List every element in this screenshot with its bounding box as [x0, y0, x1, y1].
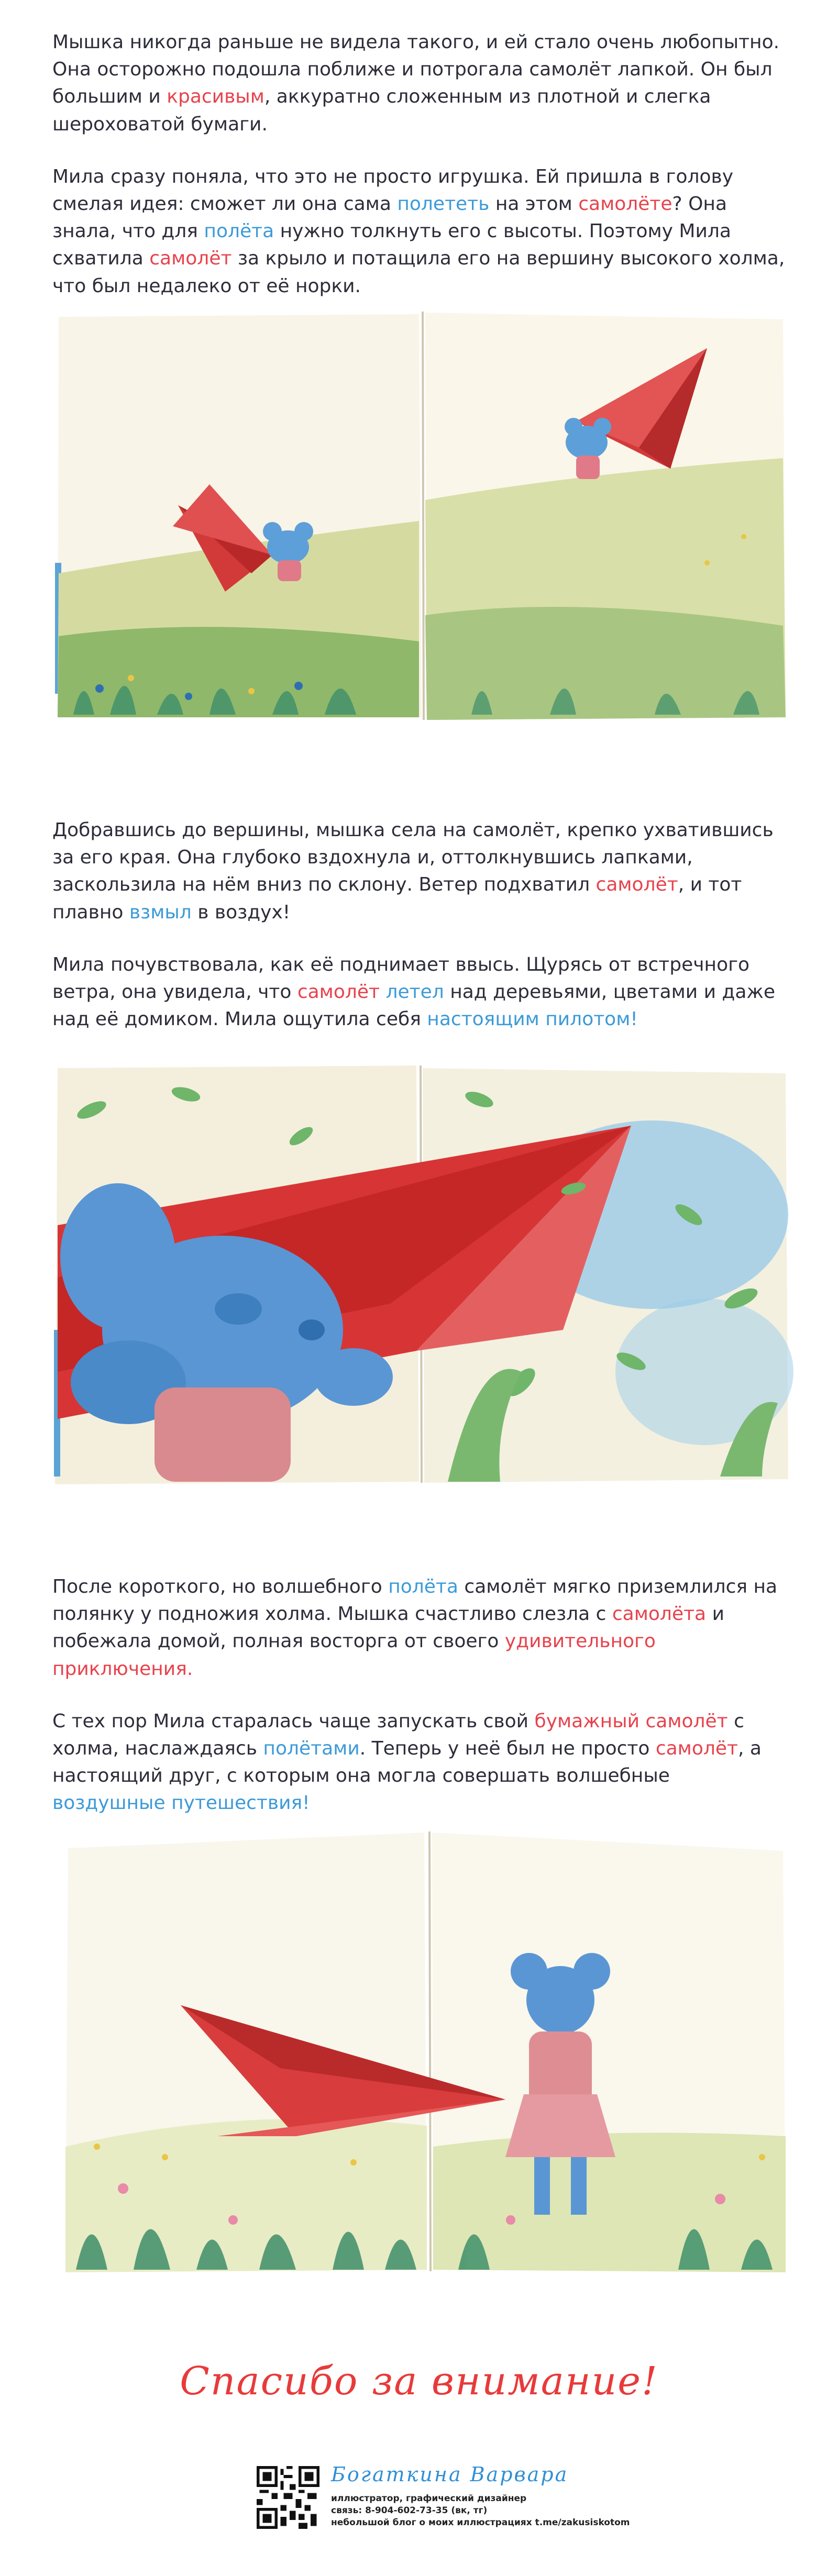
text-segment: и побежала домой, полная восторга от своего	[52, 1603, 724, 1652]
highlighted-word: полёта	[388, 1576, 458, 1597]
qr-code-icon	[257, 2466, 319, 2529]
text-segment: нужно толкнуть его с высоты. Поэтому Мила схватила	[52, 220, 731, 270]
highlighted-word: удивительного приключения.	[52, 1630, 656, 1680]
author-footer	[257, 2461, 630, 2539]
paragraph	[52, 29, 786, 138]
highlighted-word: самолёт	[149, 248, 232, 270]
author-contact: связь: 8-904-602-73-35 (вк, тг)	[331, 2505, 488, 2516]
paragraph	[52, 1708, 786, 1817]
author-blog-link[interactable]: небольшой блог о моих иллюстрациях t.me/zakusiskotom	[331, 2517, 630, 2528]
paragraph	[52, 951, 786, 1034]
text-segment: Мышка никогда раньше не видела такого, и ей стало очень любопытно. Она осторожно подошла поближе и потрогала самолёт лапкой. Он был большим и	[52, 31, 780, 108]
highlighted-word: самолёт	[297, 981, 380, 1003]
text-segment: , и тот плавно	[52, 874, 742, 923]
highlighted-word: самолёт	[655, 1737, 738, 1759]
text-segment: за крыло и потащила его на вершину высокого холма, что был недалеко от её норки.	[52, 248, 785, 297]
thanks-heading: Спасибо за внимание!	[180, 2359, 658, 2404]
author-role: иллюстратор, графический дизайнер	[331, 2493, 527, 2504]
book-illustration-landing	[60, 1822, 791, 2278]
story-section-2	[52, 817, 786, 1033]
highlighted-word: полёта	[204, 220, 274, 242]
text-segment	[380, 981, 385, 1003]
highlighted-word: самолёт	[596, 874, 678, 896]
text-segment: Мила почувствовала, как её поднимает ввысь. Щурясь от встречного ветра, она увидела, что	[52, 953, 750, 1003]
highlighted-word: взмыл	[129, 901, 192, 923]
text-segment: ? Она знала, что для	[52, 193, 727, 242]
text-segment: на этом	[489, 193, 579, 215]
highlighted-word: летел	[385, 981, 444, 1003]
highlighted-word: полететь	[397, 193, 490, 215]
text-segment: . Теперь у неё был не просто	[359, 1737, 656, 1759]
highlighted-word: самолёте	[578, 193, 672, 215]
story-section-3	[52, 1573, 786, 1817]
highlighted-word: воздушные путешествия!	[52, 1792, 310, 1814]
highlighted-word: красивым	[167, 86, 264, 108]
highlighted-word: полётами	[263, 1737, 360, 1759]
text-segment: Мила сразу поняла, что это не просто игрушка. Ей пришла в голову смелая идея: сможет ли она сама	[52, 165, 734, 215]
paragraph	[52, 1573, 786, 1683]
text-segment: , аккуратно сложенным из плотной и слегка шероховатой бумаги.	[52, 86, 711, 135]
text-segment: самолёт мягко приземлился на полянку у подножия холма. Мышка счастливо слезла с	[52, 1576, 778, 1625]
highlighted-word: настоящим пилотом!	[427, 1008, 638, 1030]
text-segment: с холма, наслаждаясь	[52, 1710, 744, 1759]
highlighted-word: бумажный самолёт	[534, 1710, 728, 1732]
highlighted-word: самолёта	[612, 1603, 707, 1625]
paragraph	[52, 163, 786, 300]
paragraph	[52, 817, 786, 926]
text-segment: , а настоящий друг, с которым она могла совершать волшебные	[52, 1737, 762, 1787]
book-illustration-flying	[50, 1058, 793, 1487]
text-segment: С тех пор Мила старалась чаще запускать свой	[52, 1710, 535, 1732]
author-name: Богаткина Варвара	[331, 2463, 569, 2486]
story-section-1	[52, 29, 786, 300]
book-illustration-dragging-plane	[52, 301, 791, 730]
text-segment: над деревьями, цветами и даже над её домиком. Мила ощутила себя	[52, 981, 775, 1030]
text-segment: После короткого, но волшебного	[52, 1576, 389, 1597]
text-segment: Добравшись до вершины, мышка села на самолёт, крепко ухватившись за его края. Она глубоко вздохнула и, оттолкнувшись лапками, заскользила на нём вниз по склону. Ветер подхватил	[52, 819, 774, 896]
text-segment: в воздух!	[191, 901, 291, 923]
